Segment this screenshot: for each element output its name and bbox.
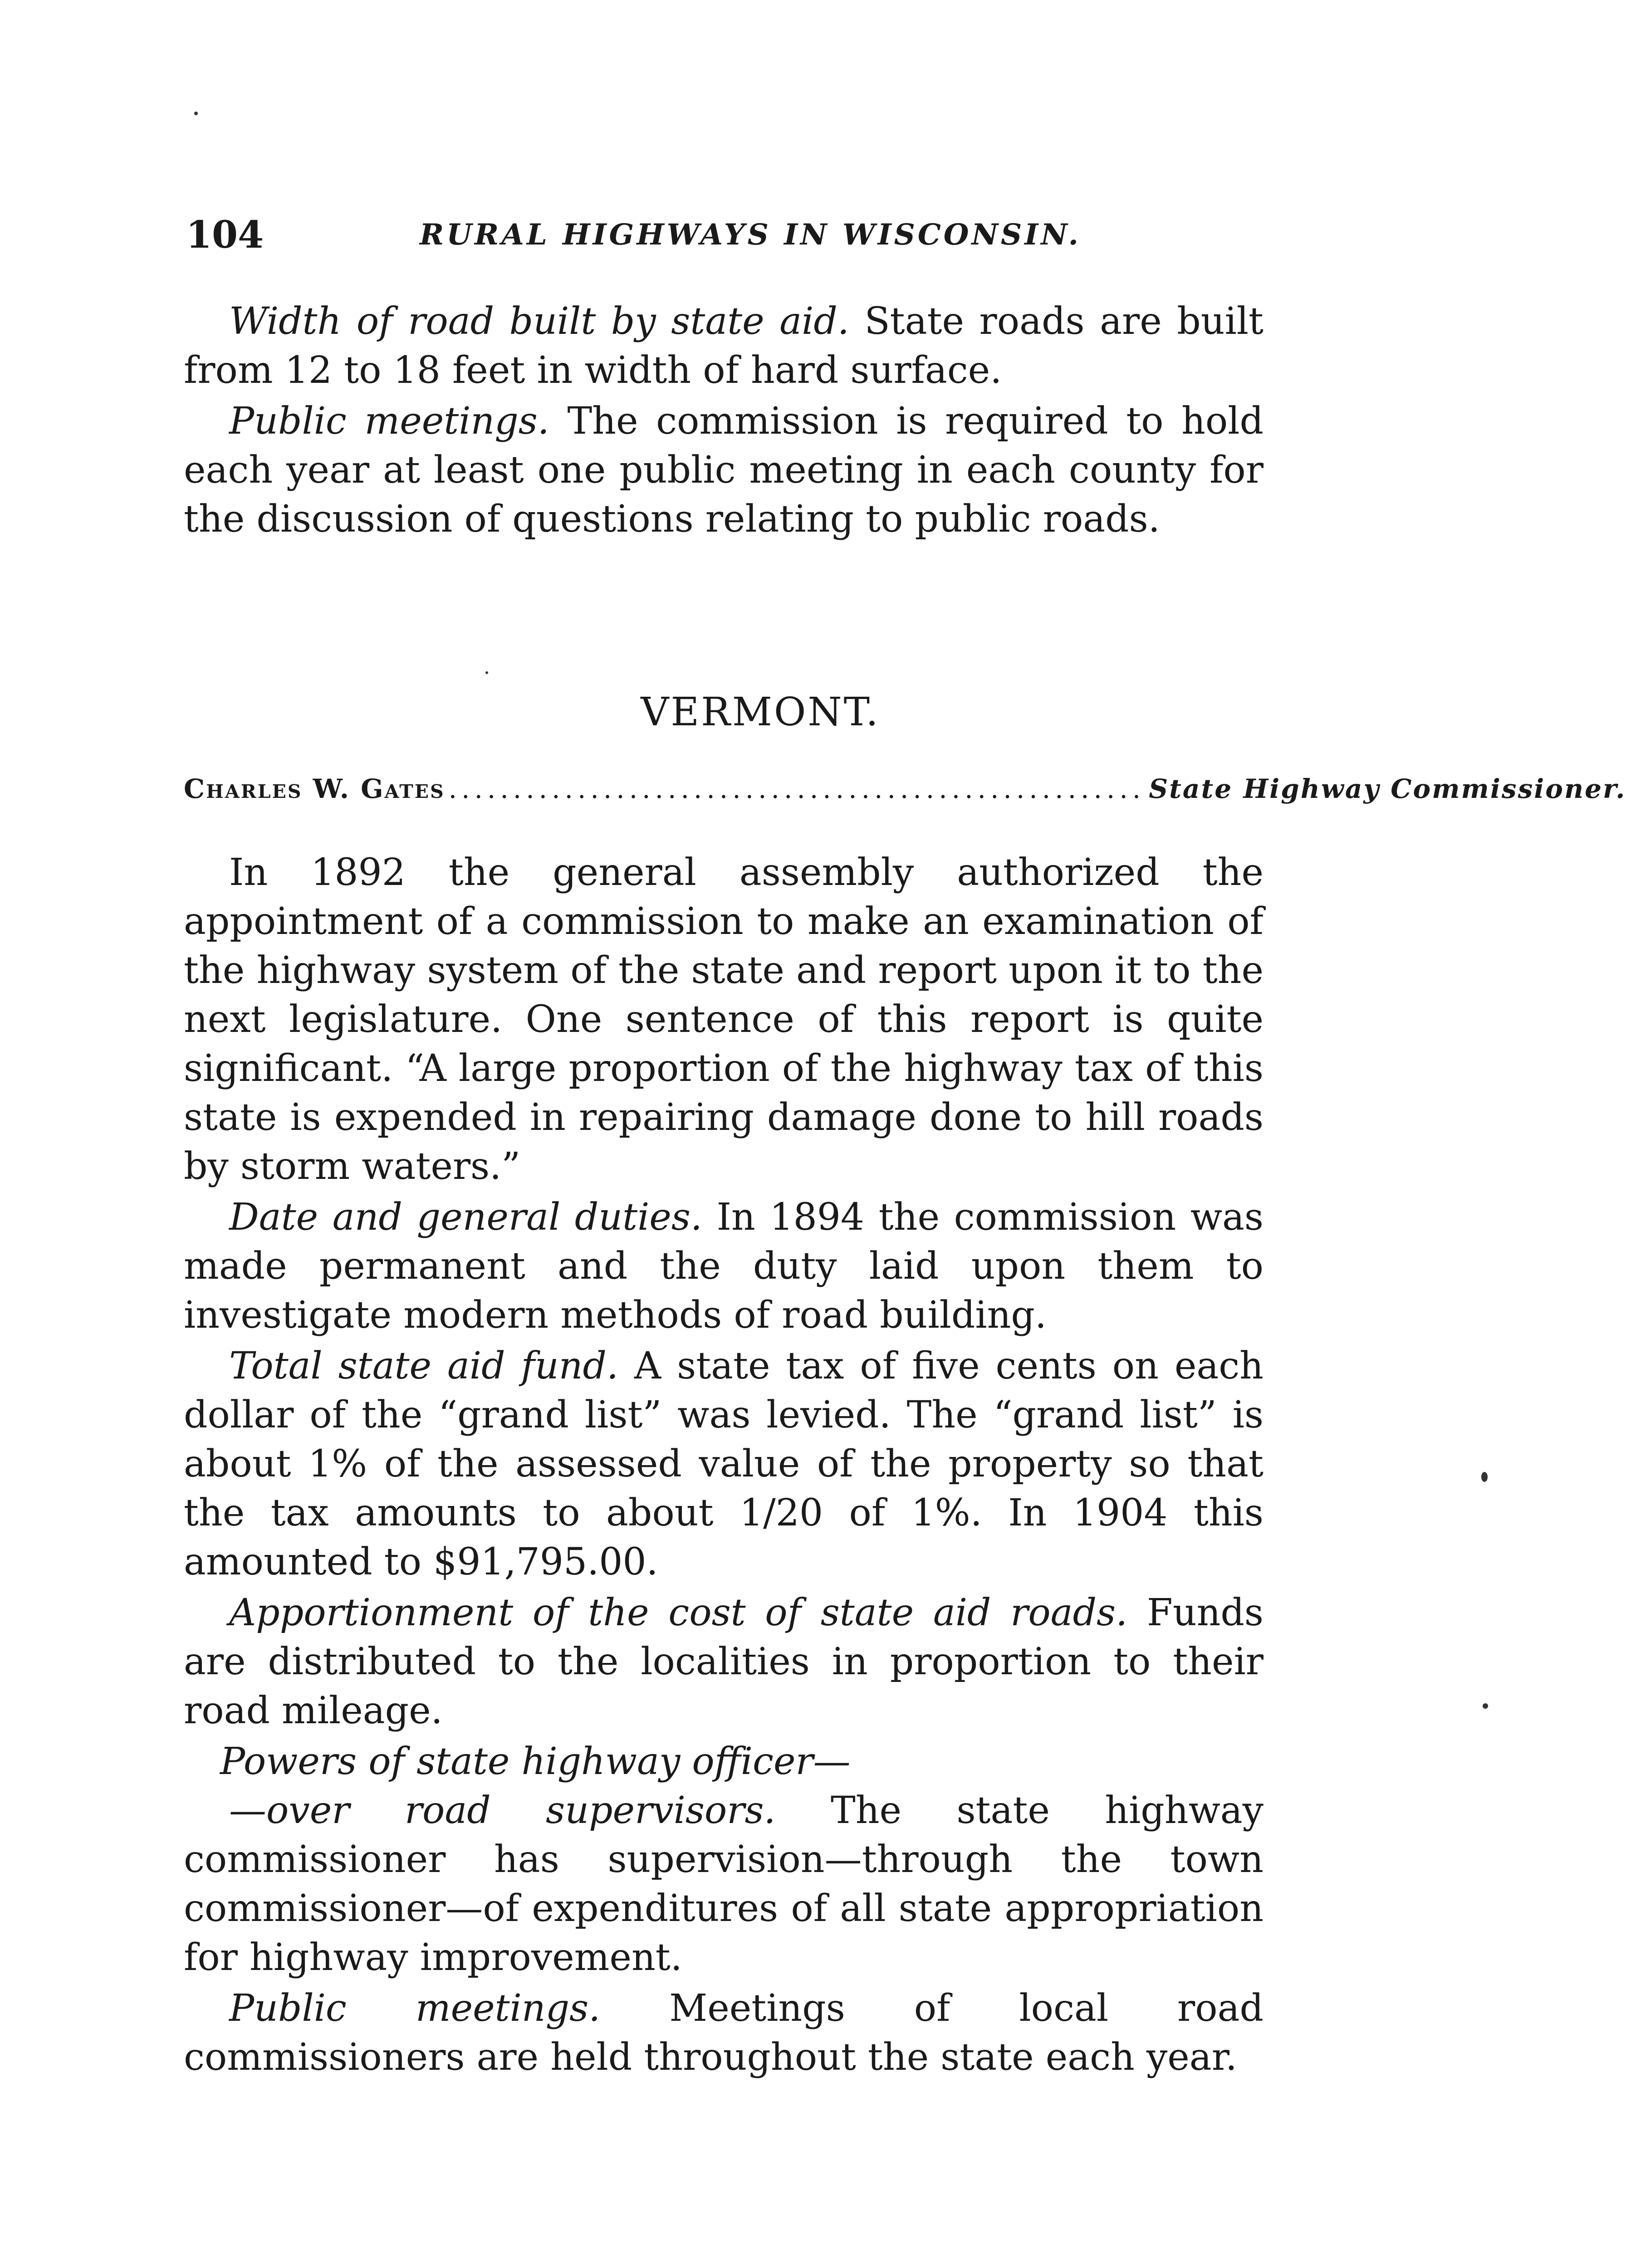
page-number: 104 — [186, 213, 264, 257]
paragraph-width-of-road — [184, 297, 1264, 395]
paragraph-text: The commission is required to hold each year at least one public meeting in each county for the discussion of questions relating to public roads. — [184, 400, 1264, 541]
paragraph-state-aid-fund — [184, 1342, 1264, 1587]
paragraph-text: State roads are built from 12 to 18 feet in width of hard surface. — [184, 300, 1264, 392]
paragraph-lead: Date and general duties. — [229, 1196, 702, 1239]
running-head: RURAL HIGHWAYS IN WISCONSIN. — [420, 218, 1081, 252]
powers-heading: Powers of state highway officer— — [220, 1740, 851, 1783]
paragraph-lead: Apportionment of the cost of state aid roads. — [229, 1591, 1128, 1634]
paragraph-text: Meetings of local road commissioners are held throughout the state each year. — [184, 1987, 1264, 2079]
paper-speck — [194, 112, 198, 115]
paper-speck — [1481, 1472, 1488, 1482]
paper-speck — [1483, 1703, 1488, 1709]
paragraph-public-meetings-wisconsin — [184, 397, 1264, 544]
vermont-body — [184, 848, 1264, 2084]
paragraph-apportionment — [184, 1589, 1264, 1735]
paragraph-lead: Public meetings. — [229, 1987, 601, 2030]
official-title: State Highway Commissioner. — [1149, 773, 1626, 804]
intro-block — [184, 297, 1264, 546]
official-name: Charles W. Gates — [184, 773, 445, 804]
paragraph-lead: Width of road built by state aid. — [229, 300, 849, 343]
paragraph-text: In 1892 the general assembly authorized the appointment of a commission to make an examination of the highway system of the state and report upon it to the next legislature. One sentence of this report is quite significant. “A large proportion of the highway tax of this state is expended in repairing damage done to hill roads by storm waters.” — [184, 851, 1264, 1188]
paragraph-text: Funds are distributed to the localities in proportion to their road mileage. — [184, 1591, 1264, 1732]
paragraph-lead: Public meetings. — [229, 400, 549, 443]
paragraph-text: A state tax of five cents on each dollar of the “grand list” was levied. The “grand list” is about 1% of the assessed value of the property so that the tax amounts to about 1/20 of 1%. In 1904 this amounted to $91,795.00. — [184, 1344, 1264, 1584]
paragraph-public-meetings-vermont — [184, 1984, 1264, 2082]
paragraph-text: The state highway commissioner has supervision—through the town commissioner—of expenditures of all state appropriation for highway improvement. — [184, 1789, 1264, 1979]
paragraph-lead: —over road supervisors. — [229, 1789, 776, 1832]
section-title: VERMONT. — [641, 689, 880, 735]
paragraph-road-supervisors — [184, 1786, 1264, 1982]
page-header — [186, 213, 1275, 263]
dot-leader: ...................................................... — [448, 773, 1146, 804]
paragraph-lead: Total state aid fund. — [229, 1344, 619, 1388]
paragraph-date-and-duties — [184, 1193, 1264, 1340]
official-line — [184, 773, 1626, 804]
paragraph-1892-commission — [184, 848, 1264, 1191]
paragraph-text: In 1894 the commission was made permanent and the duty laid upon them to investigate modern methods of road building. — [184, 1196, 1264, 1337]
paper-speck — [485, 671, 488, 674]
